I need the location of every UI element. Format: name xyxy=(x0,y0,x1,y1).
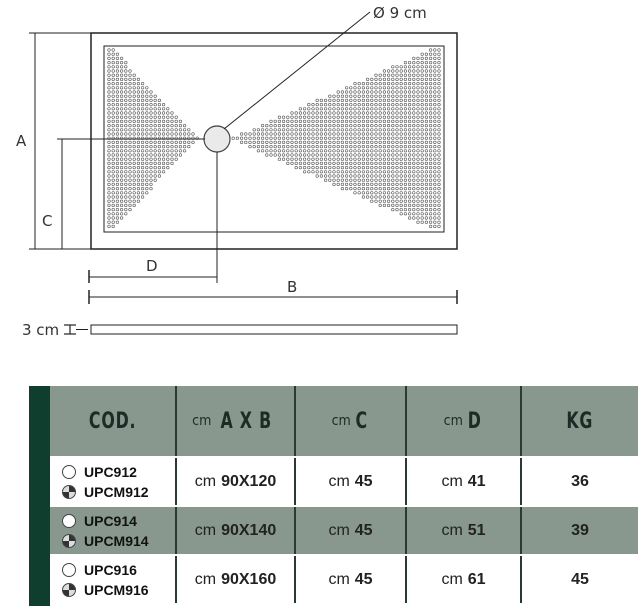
product-code: UPC916 xyxy=(84,561,137,578)
code-cell xyxy=(50,458,177,505)
kg-cell: 39 xyxy=(571,521,589,539)
header-label: A X B xyxy=(220,408,273,434)
dim-a-label: A xyxy=(16,132,27,150)
tray-outline xyxy=(91,33,457,249)
header-label: KG xyxy=(566,408,594,434)
spec-table xyxy=(29,386,638,606)
checkered-circle-icon xyxy=(62,534,76,548)
header-unit: cm xyxy=(443,413,463,429)
header-unit: cm xyxy=(192,413,212,429)
header-label: D xyxy=(467,408,482,434)
axb-cell: cm 90X160 xyxy=(177,556,296,603)
dim-d-label: D xyxy=(146,257,158,275)
code-cell xyxy=(50,507,177,554)
header-d xyxy=(407,386,522,456)
c-cell: cm 45 xyxy=(296,507,407,554)
product-code: UPC912 xyxy=(84,463,137,480)
product-code: UPC914 xyxy=(84,512,137,529)
d-cell: cm 41 xyxy=(407,458,522,505)
axb-cell: cm 90X120 xyxy=(177,458,296,505)
drain-diameter-label: Ø 9 cm xyxy=(373,4,427,22)
c-cell: cm 45 xyxy=(296,458,407,505)
c-cell: cm 45 xyxy=(296,556,407,603)
dim-c-label: C xyxy=(42,212,53,230)
tray-side-profile xyxy=(91,325,457,334)
table-row xyxy=(50,556,638,603)
table-accent-bar xyxy=(29,386,50,606)
table-row xyxy=(50,458,638,505)
thickness-label: 3 cm xyxy=(22,321,60,339)
d-cell: cm 51 xyxy=(407,507,522,554)
axb-cell: cm 90X140 xyxy=(177,507,296,554)
checkered-circle-icon xyxy=(62,583,76,597)
kg-cell: 36 xyxy=(571,472,589,490)
table-header-row xyxy=(50,386,638,456)
textured-surface xyxy=(108,49,441,228)
header-axb xyxy=(177,386,296,456)
circle-outline-icon xyxy=(62,563,76,577)
header-cod xyxy=(50,386,177,456)
product-code: UPCM916 xyxy=(84,581,149,598)
circle-outline-icon xyxy=(62,465,76,479)
header-unit: cm xyxy=(331,413,351,429)
product-code: UPCM914 xyxy=(84,532,149,549)
kg-cell: 45 xyxy=(571,570,589,588)
header-label: COD. xyxy=(88,408,137,434)
dim-b-label: B xyxy=(287,278,298,296)
d-cell: cm 61 xyxy=(407,556,522,603)
header-label: C xyxy=(355,408,368,434)
circle-outline-icon xyxy=(62,514,76,528)
product-code: UPCM912 xyxy=(84,483,149,500)
header-c xyxy=(296,386,407,456)
checkered-circle-icon xyxy=(62,485,76,499)
table-row xyxy=(50,507,638,554)
header-kg xyxy=(522,386,638,456)
drain-circle xyxy=(204,126,230,152)
code-cell xyxy=(50,556,177,603)
table-body xyxy=(50,386,638,606)
drain-leader-line xyxy=(224,12,370,129)
